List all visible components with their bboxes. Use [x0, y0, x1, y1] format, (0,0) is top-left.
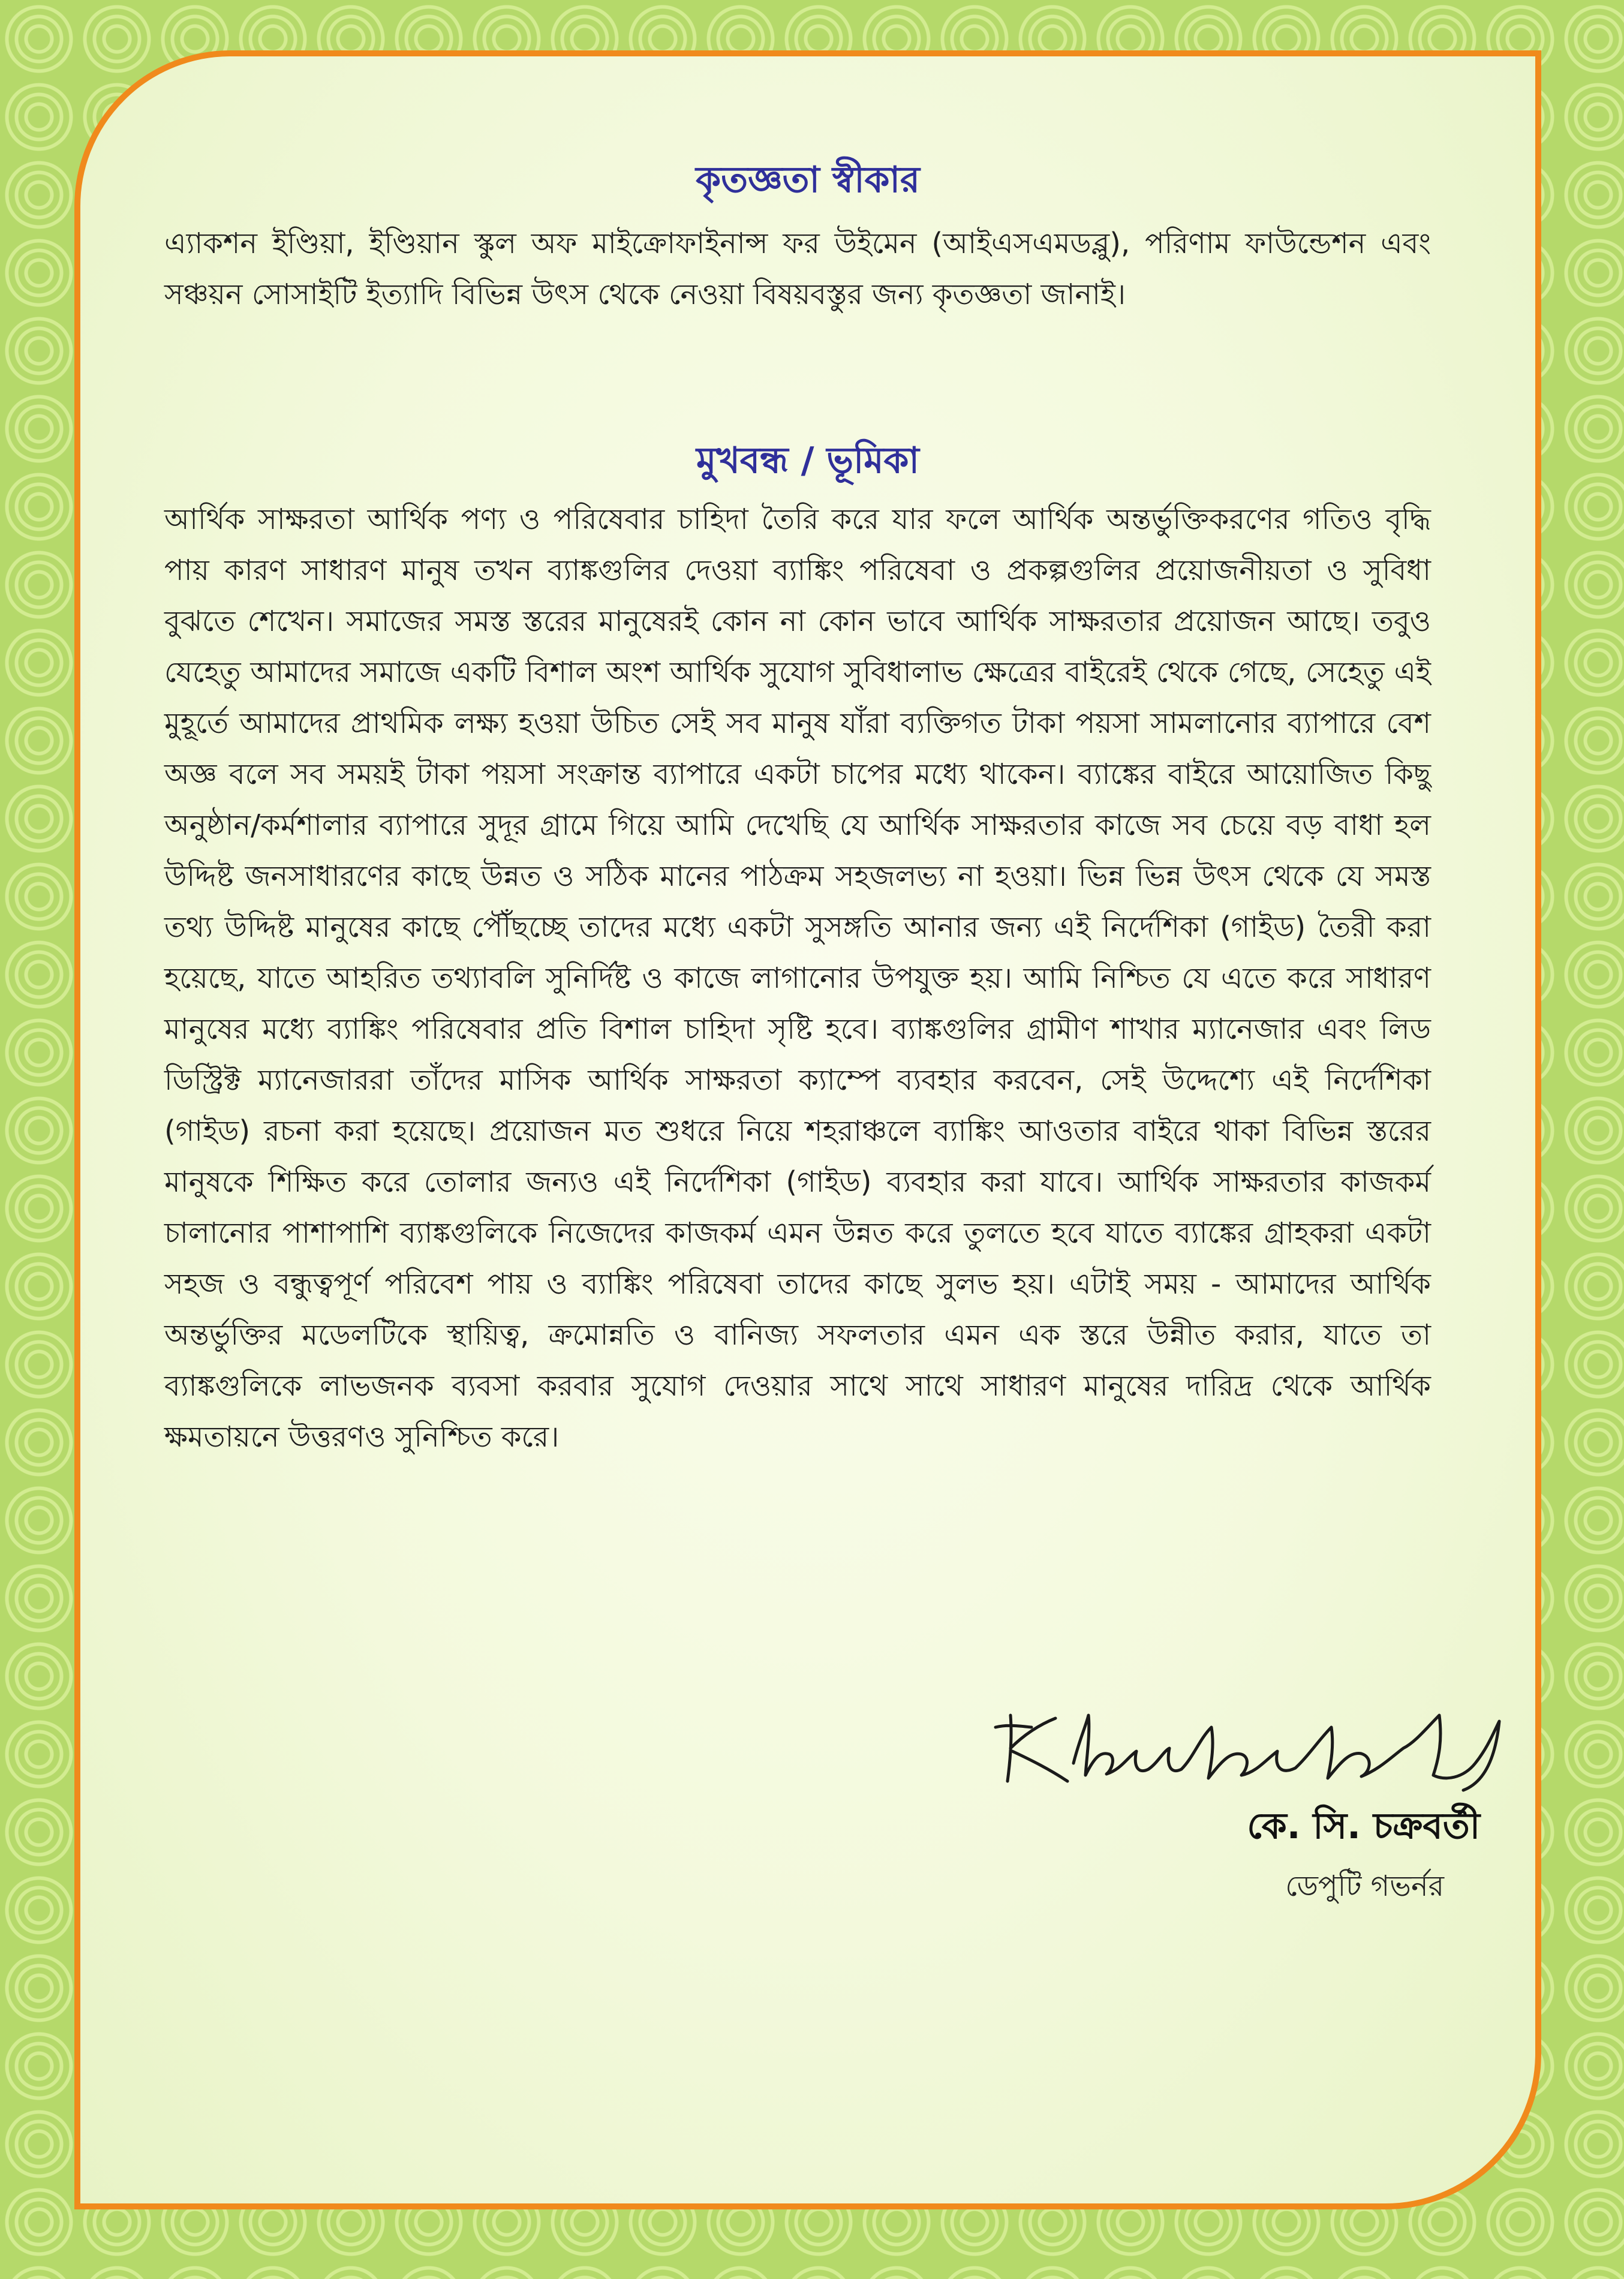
preface-text: আর্থিক সাক্ষরতা আর্থিক পণ্য ও পরিষেবার চাহিদা তৈরি করে যার ফলে আর্থিক অন্তর্ভুক্তিকরণের গতিও বৃদ্ধি পায় কারণ সাধারণ মানুষ তখন ব্যাঙ্কগুলির দেওয়া ব্যাঙ্কিং পরিষেবা ও প্রকল্পগুলির প্রয়োজনীয়তা ও সুবিধা বুঝতে শেখেন। সমাজের সমস্ত স্তরের মানুষেরই কোন না কোন ভাবে আর্থিক সাক্ষরতার প্রয়োজন আছে। তবুও যেহেতু আমাদের সমাজে একটি বিশাল অংশ আর্থিক সুযোগ সুবিধালাভ ক্ষেত্রের বাইরেই থেকে গেছে, সেহেতু এই মুহূর্তে আমাদের প্রাথমিক লক্ষ্য হওয়া উচিত সেই সব মানুষ যাঁরা ব্যক্তিগত টাকা পয়সা সামলানোর ব্যাপারে বেশ অজ্ঞ বলে সব সময়ই টাকা পয়সা সংক্রান্ত ব্যাপারে একটা চাপের মধ্যে থাকেন। ব্যাঙ্কের বাইরে আয়োজিত কিছু অনুষ্ঠান/কর্মশালার ব্যাপারে সুদূর গ্রামে গিয়ে আমি দেখেছি যে আর্থিক সাক্ষরতার কাজে সব চেয়ে বড় বাধা হল উদ্দিষ্ট জনসাধারণের কাছে উন্নত ও সঠিক মানের পাঠক্রম সহজলভ্য না হওয়া। ভিন্ন ভিন্ন উৎস থেকে যে সমস্ত তথ্য উদ্দিষ্ট মানুষের কাছে পৌঁছচ্ছে তাদের মধ্যে একটা সুসঙ্গতি আনার জন্য এই নির্দেশিকা (গাইড) তৈরী করা হয়েছে, যাতে আহরিত তথ্যাবলি সুনির্দিষ্ট ও কাজে লাগানোর উপযুক্ত হয়। আমি নিশ্চিত যে এতে করে সাধারণ মানুষের মধ্যে ব্যাঙ্কিং পরিষেবার প্রতি বিশাল চাহিদা সৃষ্টি হবে। ব্যাঙ্কগুলির গ্রামীণ শাখার ম্যানেজার এবং লিড ডিস্ট্রিক্ট ম্যানেজাররা তাঁদের মাসিক আর্থিক সাক্ষরতা ক্যাম্পে ব্যবহার করবেন, সেই উদ্দেশ্যে এই নির্দেশিকা (গাইড) রচনা করা হয়েছে। প্রয়োজন মত শুধরে নিয়ে শহরাঞ্চলে ব্যাঙ্কিং আওতার বাইরে থাকা বিভিন্ন স্তরের মানুষকে শিক্ষিত করে তোলার জন্যও এই নির্দেশিকা (গাইড) ব্যবহার করা যাবে। আর্থিক সাক্ষরতার কাজকর্ম চালানোর পাশাপাশি ব্যাঙ্কগুলিকে নিজেদের কাজকর্ম এমন উন্নত করে তুলতে হবে যাতে ব্যাঙ্কের গ্রাহকরা একটা সহজ ও বন্ধুত্বপূর্ণ পরিবেশ পায় ও ব্যাঙ্কিং পরিষেবা তাদের কাছে সুলভ হয়। এটাই সময় - আমাদের আর্থিক অন্তর্ভুক্তির মডেলটিকে স্থায়িত্ব, ক্রমোন্নতি ও বানিজ্য সফলতার এমন এক স্তরে উন্নীত করার, যাতে তা ব্যাঙ্কগুলিকে লাভজনক ব্যবসা করবার সুযোগ দেওয়ার সাথে সাথে সাধারণ মানুষের দারিদ্র থেকে আর্থিক ক্ষমতায়নে উত্তরণও সুনিশ্চিত করে।: [164, 503, 1431, 1454]
acknowledgement-heading: কৃতজ্ঞতা স্বীকার: [696, 159, 920, 201]
acknowledgement-text: এ্যাকশন ইণ্ডিয়া, ইণ্ডিয়ান স্কুল অফ মাইক্রোফাইনান্স ফর উইমেন (আইএসএমডব্লু), পরিণাম ফাউন্ডেশন এবং সঞ্চয়ন সোসাইটি ইত্যাদি বিভিন্ন উৎস থেকে নেওয়া বিষয়বস্তুর জন্য কৃতজ্ঞতা জানাই।: [164, 227, 1431, 311]
handwritten-signature: [984, 1691, 1523, 1793]
preface-heading: মুখবন্ধ / ভূমিকা: [696, 440, 919, 482]
signatory-name: কে. সি. চক্রবর্তী: [1247, 1805, 1480, 1847]
signatory-designation: ডেপুটি গভর্নর: [1285, 1869, 1444, 1903]
